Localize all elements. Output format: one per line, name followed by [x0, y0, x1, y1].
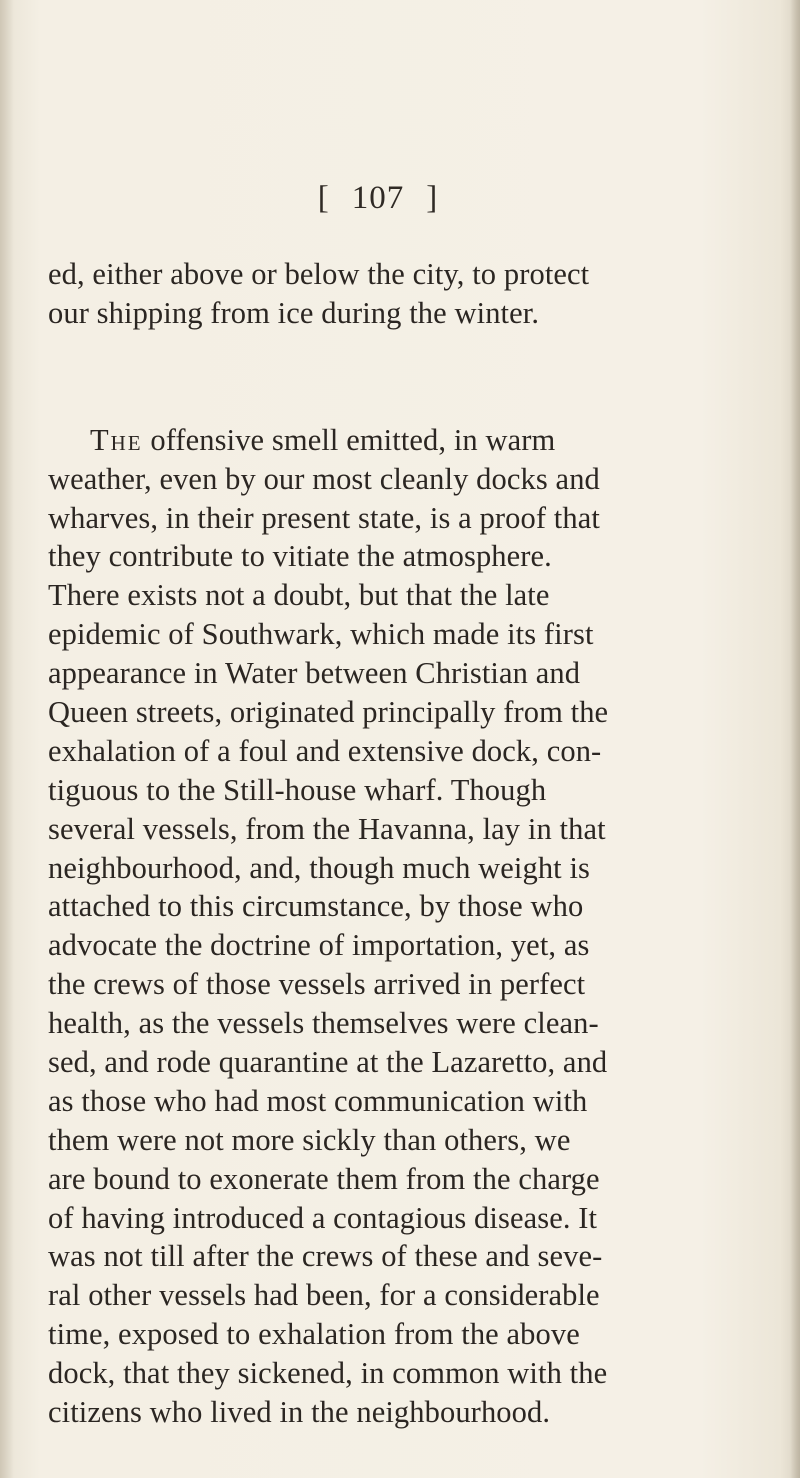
text-line: There exists not a doubt, but that the late [48, 578, 550, 613]
page-number-header [0, 180, 778, 217]
text-line: health, as the vessels themselves were clean- [48, 1006, 599, 1041]
text-line: time, exposed to exhalation from the above [48, 1317, 580, 1352]
gutter-shadow [0, 0, 14, 1478]
text-line: as those who had most communication with [48, 1083, 588, 1118]
text-line: weather, even by our most cleanly docks and [48, 461, 600, 496]
body-text [48, 255, 786, 1432]
text-line: sed, and rode quarantine at the Lazaretto, and [48, 1045, 608, 1080]
text-line: epidemic of Southwark, which made its first [48, 617, 594, 652]
text-line: ed, either above or below the city, to protect [48, 257, 590, 291]
text-line: ral other vessels had been, for a considerable [48, 1278, 600, 1313]
paragraph-gap [48, 333, 786, 421]
text-line: Queen streets, originated principally from the [48, 695, 609, 730]
text-line: dock, that they sickened, in common with the [48, 1356, 608, 1391]
text-line: several vessels, from the Havanna, lay in that [48, 811, 606, 846]
text-line [48, 421, 786, 460]
text-line: neighbourhood, and, though much weight is [48, 850, 591, 885]
text-line: citizens who lived in the neighbourhood. [48, 1395, 551, 1430]
text-line: tiguous to the Still-house wharf. Though [48, 772, 547, 807]
text-line: they contribute to vitiate the atmosphere. [48, 539, 552, 574]
paragraph-lead-word: The [90, 422, 143, 457]
text-line: exhalation of a foul and extensive dock, con- [48, 733, 602, 768]
text-line: attached to this circumstance, by those who [48, 889, 584, 924]
paragraph-lead-rest: offensive smell emitted, in warm [142, 422, 556, 457]
text-line: our shipping from ice during the winter. [48, 295, 540, 330]
text-line: appearance in Water between Christian and [48, 656, 581, 691]
text-line: was not till after the crews of these and seve- [48, 1239, 603, 1274]
text-line: them were not more sickly than others, we [48, 1122, 571, 1157]
text-line: are bound to exonerate them from the charge [48, 1161, 600, 1196]
text-line: wharves, in their present state, is a proof that [48, 500, 600, 535]
text-line: advocate the doctrine of importation, yet, as [48, 928, 590, 963]
bracket-close: ] [426, 180, 439, 216]
page-number: 107 [351, 180, 405, 216]
text-line: of having introduced a contagious disease. It [48, 1200, 598, 1235]
text-line: the crews of those vessels arrived in perfect [48, 967, 586, 1002]
page-edge [790, 0, 800, 1478]
bracket-open: [ [317, 180, 330, 216]
